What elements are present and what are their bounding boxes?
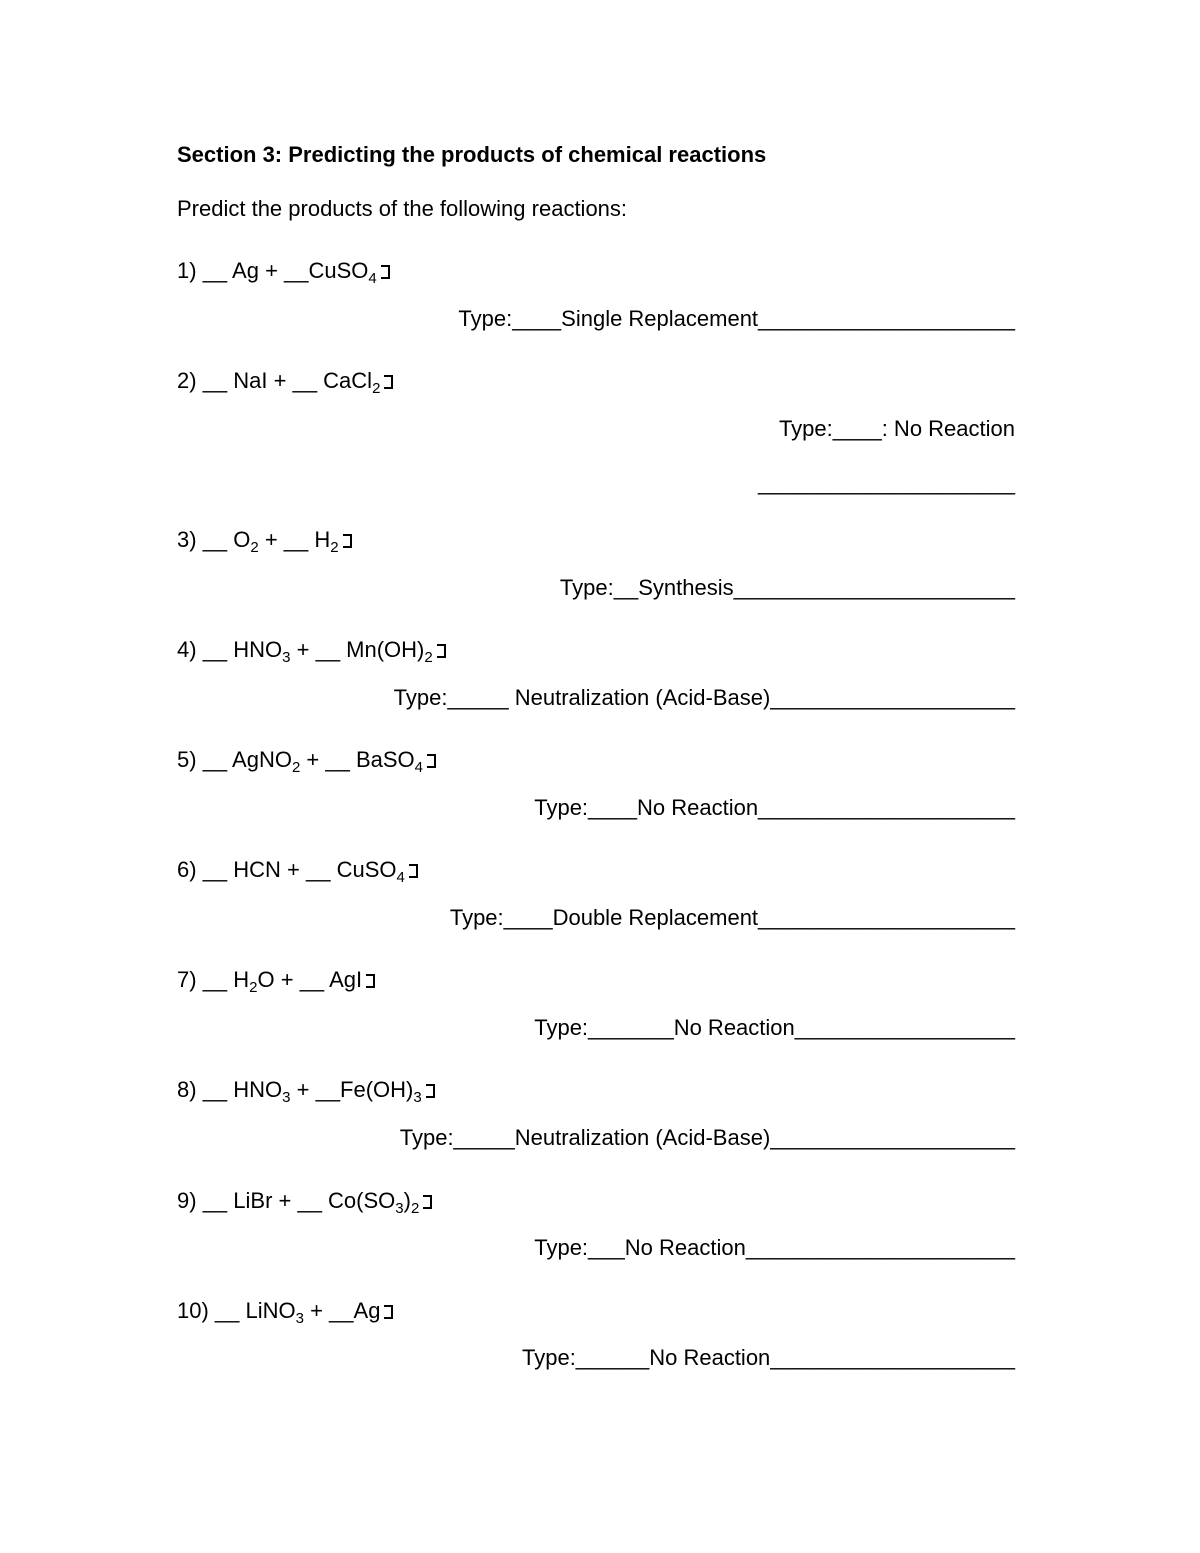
- subscript: 4: [414, 759, 424, 776]
- reaction-arrow-icon: [381, 265, 390, 279]
- reactant-text: __ O: [202, 527, 251, 552]
- reactant-text: __ HCN + __ CuSO: [202, 857, 397, 882]
- subscript: 2: [372, 380, 381, 397]
- subscript: 3: [395, 1200, 404, 1217]
- reactant-text: __ Ag + __CuSO: [202, 258, 369, 283]
- problem-1-equation: [177, 257, 390, 285]
- reactant-text: ): [403, 1188, 411, 1213]
- reactant-text: __ HNO: [202, 637, 283, 662]
- problem-9-equation: [177, 1187, 432, 1215]
- subscript: 2: [249, 979, 258, 996]
- problem-2-equation: [177, 367, 393, 395]
- subscript: 2: [250, 539, 259, 556]
- reaction-arrow-icon: [343, 534, 352, 548]
- problem-number: 7): [177, 967, 197, 992]
- problem-6-equation: [177, 856, 418, 884]
- problem-7-equation: [177, 966, 375, 994]
- reaction-arrow-icon: [409, 864, 418, 878]
- problem-2-answer-line: _____________________: [758, 470, 1015, 495]
- problem-3-equation: [177, 526, 352, 554]
- problem-number: 2): [177, 368, 197, 393]
- problem-number: 6): [177, 857, 197, 882]
- reactant-text: __ LiBr + __ Co(SO: [202, 1188, 396, 1213]
- subscript: 2: [424, 649, 433, 666]
- problem-5-equation: [177, 746, 436, 774]
- reaction-arrow-icon: [423, 1195, 432, 1209]
- subscript: 3: [282, 649, 291, 666]
- problem-number: 3): [177, 527, 197, 552]
- problem-4-type: Type:_____ Neutralization (Acid-Base)____________________: [393, 685, 1015, 710]
- instructions: Predict the products of the following reactions:: [177, 196, 628, 221]
- reactant-text: + __ H: [258, 527, 331, 552]
- problem-8-equation: [177, 1076, 435, 1104]
- reaction-arrow-icon: [366, 974, 375, 988]
- problem-6-type: Type:____Double Replacement_____________________: [449, 905, 1015, 930]
- reaction-arrow-icon: [427, 754, 436, 768]
- reactant-text: + __Ag: [303, 1298, 381, 1323]
- problem-5-type: Type:____No Reaction_____________________: [534, 795, 1015, 820]
- problem-4-equation: [177, 636, 446, 664]
- problem-8-type: Type:_____Neutralization (Acid-Base)____________________: [399, 1125, 1015, 1150]
- reaction-arrow-icon: [426, 1084, 435, 1098]
- subscript: 4: [368, 270, 377, 287]
- problem-2-type: Type:____: No Reaction: [778, 416, 1015, 441]
- reactant-text: __ HNO: [202, 1077, 283, 1102]
- reactant-text: __ NaI + __ CaCl: [202, 368, 373, 393]
- problem-number: 1): [177, 258, 197, 283]
- problem-number: 10): [177, 1298, 209, 1323]
- subscript: 3: [282, 1089, 291, 1106]
- problem-10-equation: [177, 1297, 393, 1325]
- reaction-arrow-icon: [384, 1305, 393, 1319]
- problem-number: 5): [177, 747, 197, 772]
- problem-1-type: Type:____Single Replacement_____________________: [458, 306, 1015, 331]
- reaction-arrow-icon: [384, 375, 393, 389]
- section-title: Section 3: Predicting the products of chemical reactions: [177, 142, 767, 167]
- problem-number: 9): [177, 1188, 197, 1213]
- subscript: 2: [410, 1200, 420, 1217]
- problem-10-type: Type:______No Reaction____________________: [522, 1345, 1015, 1370]
- problem-number: 8): [177, 1077, 197, 1102]
- problem-9-type: Type:___No Reaction______________________: [534, 1235, 1015, 1260]
- problem-number: 4): [177, 637, 197, 662]
- subscript: 4: [396, 869, 405, 886]
- problem-3-type: Type:__Synthesis_______________________: [559, 575, 1015, 600]
- reactant-text: + __Fe(OH): [290, 1077, 414, 1102]
- reactant-text: O + __ AgI: [257, 967, 363, 992]
- subscript: 3: [295, 1310, 304, 1327]
- reactant-text: + __ Mn(OH): [290, 637, 425, 662]
- subscript: 3: [413, 1089, 422, 1106]
- subscript: 2: [330, 539, 339, 556]
- reaction-arrow-icon: [437, 644, 446, 658]
- subscript: 2: [291, 759, 301, 776]
- reactant-text: + __ BaSO: [300, 747, 415, 772]
- reactant-text: __ H: [202, 967, 250, 992]
- reactant-text: __ AgNO: [202, 747, 292, 772]
- problem-7-type: Type:_______No Reaction__________________: [534, 1015, 1015, 1040]
- reactant-text: __ LiNO: [214, 1298, 296, 1323]
